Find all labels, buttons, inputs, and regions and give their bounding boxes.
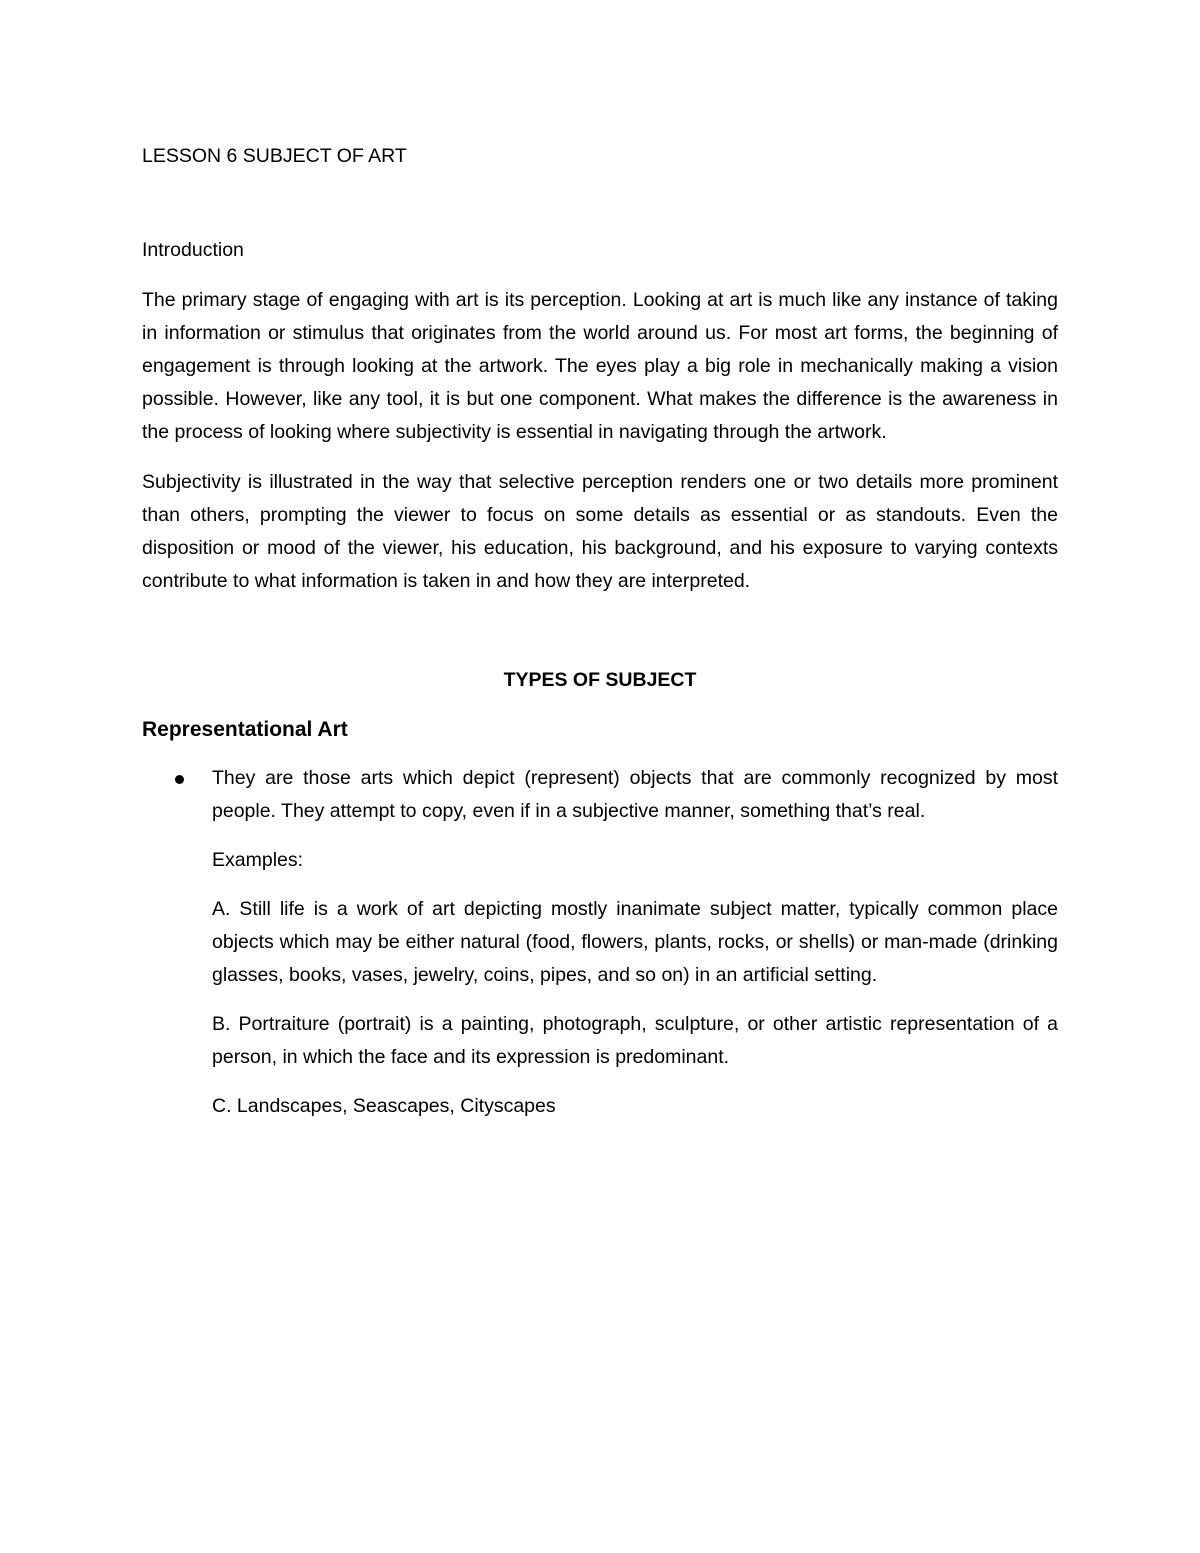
page-title: LESSON 6 SUBJECT OF ART xyxy=(142,145,407,167)
representational-bullet-list xyxy=(142,762,1058,1123)
document-content xyxy=(142,140,1058,1123)
introduction-heading: Introduction xyxy=(142,239,244,261)
representational-description: They are those arts which depict (represent) objects that are commonly recognized by most people. They attempt to copy, even if in a subjective manner, something that’s real. xyxy=(212,767,1058,822)
example-portraiture: B. Portraiture (portrait) is a painting, photograph, sculpture, or other artistic representation of a person, in which the face and its expression is predominant. xyxy=(212,1013,1058,1068)
list-item xyxy=(142,762,1058,1123)
types-of-subject-heading: TYPES OF SUBJECT xyxy=(503,669,697,691)
bullet-icon xyxy=(175,775,184,784)
example-still-life: A. Still life is a work of art depicting mostly inanimate subject matter, typically common place objects which may be either natural (food, flowers, plants, rocks, or shells) or man-made (drinking glasses, books, vases, jewelry, coins, pipes, and so on) in an artificial setting. xyxy=(212,898,1058,986)
examples-label: Examples: xyxy=(212,849,304,871)
example-landscapes: C. Landscapes, Seascapes, Cityscapes xyxy=(212,1095,556,1117)
intro-paragraph-1: The primary stage of engaging with art is its perception. Looking at art is much like any instance of taking in information or stimulus that originates from the world around us. For most art forms, the beginning of engagement is through looking at the artwork. The eyes play a big role in mechanically making a vision possible. However, like any tool, it is but one component. What makes the difference is the awareness in the process of looking where subjectivity is essential in navigating through the artwork. xyxy=(142,289,1058,443)
intro-paragraph-2: Subjectivity is illustrated in the way that selective perception renders one or two details more prominent than others, prompting the viewer to focus on some details as essential or as standouts. Even the disposition or mood of the viewer, his education, his background, and his exposure to varying contexts contribute to what information is taken in and how they are interpreted. xyxy=(142,471,1058,592)
representational-art-heading: Representational Art xyxy=(142,718,348,741)
